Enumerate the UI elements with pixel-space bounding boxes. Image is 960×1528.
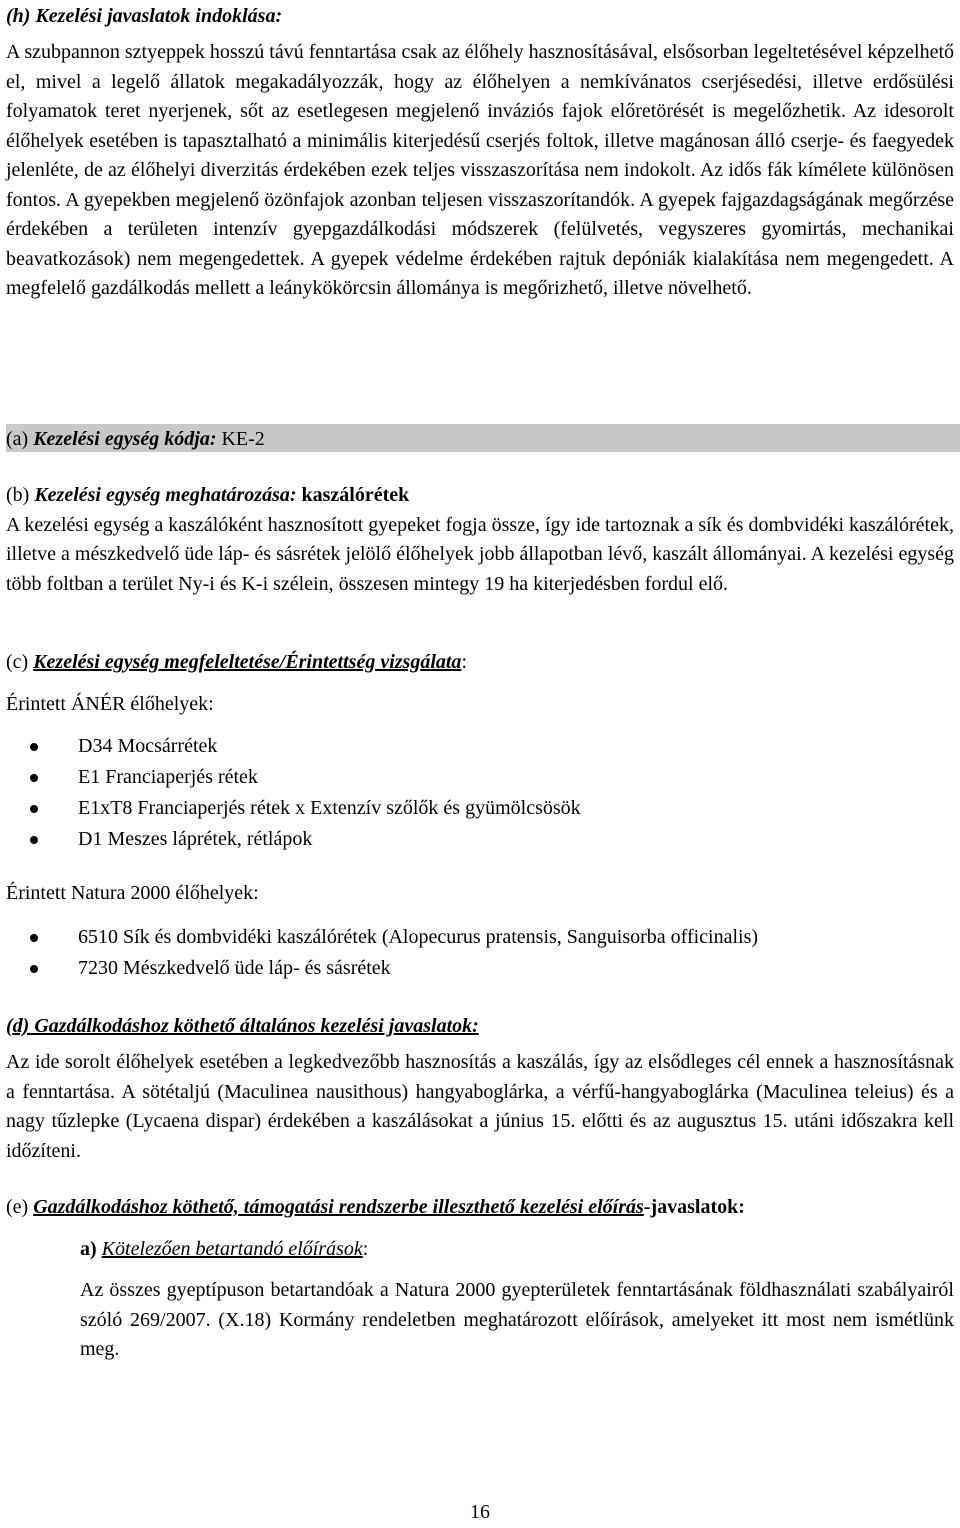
natura-list: [6, 922, 954, 984]
list-item: 7230 Mészkedvelő üde láp- és sásrétek: [6, 953, 954, 984]
section-e: [6, 1193, 954, 1223]
section-a-label: Kezelési egység kódja:: [33, 428, 217, 450]
section-e-sub-prefix: a): [80, 1238, 102, 1260]
section-c: [6, 648, 954, 678]
section-a-value: KE-2: [216, 428, 265, 450]
list-item: 6510 Sík és dombvidéki kaszálórétek (Alopecurus pratensis, Sanguisorba officinalis): [6, 922, 954, 953]
section-b-prefix: (b): [6, 484, 35, 506]
section-d: [6, 1012, 954, 1042]
bullet-icon: [30, 805, 38, 813]
section-c-suffix: :: [461, 651, 467, 673]
section-e-sub-body-block: [80, 1276, 954, 1365]
section-d-body-block: [6, 1048, 954, 1166]
section-h: [6, 2, 954, 32]
section-e-sub-body: Az összes gyeptípuson betartandóak a Natura 2000 gyepterületek fenntartásának földhasználati szabályairól szóló 269/2007. (X.18) Kormány rendeletben meghatározott előírások, amelyeket itt most nem ismétlünk meg.: [80, 1279, 954, 1360]
aner-title: Érintett ÁNÉR élőhelyek:: [6, 693, 214, 715]
section-b-label: Kezelési egység meghatározása:: [34, 484, 297, 506]
section-e-sub: [80, 1235, 954, 1265]
section-c-label: Kezelési egység megfeleltetése/Érintettség vizsgálata: [33, 651, 462, 673]
section-e-sub-label: Kötelezően betartandó előírások: [101, 1238, 363, 1260]
natura-title: Érintett Natura 2000 élőhelyek:: [6, 882, 259, 904]
section-d-heading: (d) Gazdálkodáshoz köthető általános kezelési javaslatok:: [6, 1015, 479, 1037]
aner-list-block: [6, 731, 954, 855]
page-number: 16: [470, 1501, 490, 1523]
section-d-body: Az ide sorolt élőhelyek esetében a legkedvezőbb hasznosítás a kaszálás, így az elsődleges cél ennek a hasznosításnak a fenntartása. A sötétaljú (Maculinea nausithous) hangyaboglárka, a vérfű-hangyaboglárka (Maculinea teleius) és a nagy tűzlepke (Lycaena dispar) érdekében a kaszálásokat a június 15. előtti és az augusztus 15. utáni időszakra kell időzíteni.: [6, 1051, 954, 1162]
bullet-icon: [30, 836, 38, 844]
bullet-icon: [30, 965, 38, 973]
natura-list-block: [6, 922, 954, 984]
section-h-body-block: [6, 38, 954, 304]
section-c-prefix: (c): [6, 651, 34, 673]
bullet-icon: [30, 774, 38, 782]
section-a: [6, 425, 954, 455]
section-h-heading: (h) Kezelési javaslatok indoklása:: [6, 5, 283, 27]
bullet-icon: [30, 743, 38, 751]
section-a-prefix: (a): [6, 428, 34, 450]
section-e-suffix: -javaslatok:: [643, 1196, 745, 1218]
bullet-icon: [30, 934, 38, 942]
aner-list: [6, 731, 954, 855]
natura-title-block: [6, 879, 954, 909]
section-e-prefix: (e): [6, 1196, 34, 1218]
section-e-label: Gazdálkodáshoz köthető, támogatási rendszerbe illeszthető kezelési előírás: [33, 1196, 644, 1218]
section-h-body: A szubpannon sztyeppek hosszú távú fenntartása csak az élőhely hasznosításával, elsősorban legeltetésével képzelhető el, mivel a legelő állatok megakadályozzák, hogy az élőhelyen a nemkívánatos cserjésedési, illetve erdősülési folyamatok teret nyerjenek, sőt az esetlegesen megjelenő inváziós fajok előretörését is megelőzhetik. Az idesorolt élőhelyek esetében is tapasztalható a minimális kiterjedésű cserjés foltok, illetve magánosan álló cserje- és faegyedek jelenléte, de az élőhelyi diverzitás érdekében ezek teljes visszaszorítása nem indokolt. Az idős fák kímélete különösen fontos. A gyepekben megjelenő özönfajok azonban teljesen visszaszorítandók. A gyepek fajgazdagságának megőrzése érdekében a területen intenzív gyepgazdálkodási módszerek (felülvetés, vegyszeres gyomirtás, mechanikai beavatkozások) nem megengedettek. A gyepek védelme érdekében rajtuk depóniák kialakítása nem megengedett. A megfelelő gazdálkodás mellett a leánykökörcsin állománya is megőrizhető, illetve növelhető.: [6, 41, 954, 299]
list-item: E1 Franciaperjés rétek: [6, 762, 954, 793]
list-item: E1xT8 Franciaperjés rétek x Extenzív szőlők és gyümölcsösök: [6, 793, 954, 824]
section-b-value: kaszálórétek: [296, 484, 410, 506]
section-b: [6, 481, 954, 599]
section-e-sub-suffix: :: [362, 1238, 369, 1260]
section-b-body: A kezelési egység a kaszálóként hasznosított gyepeket fogja össze, így ide tartoznak a sík és dombvidéki kaszálórétek, illetve a mészkedvelő üde láp- és sásrétek jelölő élőhelyek jobb állapotban lévő, kaszált állományai. A kezelési egység több foltban a terület Ny-i és K-i szélein, összesen mintegy 19 ha kiterjedésben fordul elő.: [6, 513, 954, 595]
list-item: D34 Mocsárrétek: [6, 731, 954, 762]
aner-title-block: [6, 690, 954, 720]
list-item: D1 Meszes láprétek, rétlápok: [6, 824, 954, 855]
